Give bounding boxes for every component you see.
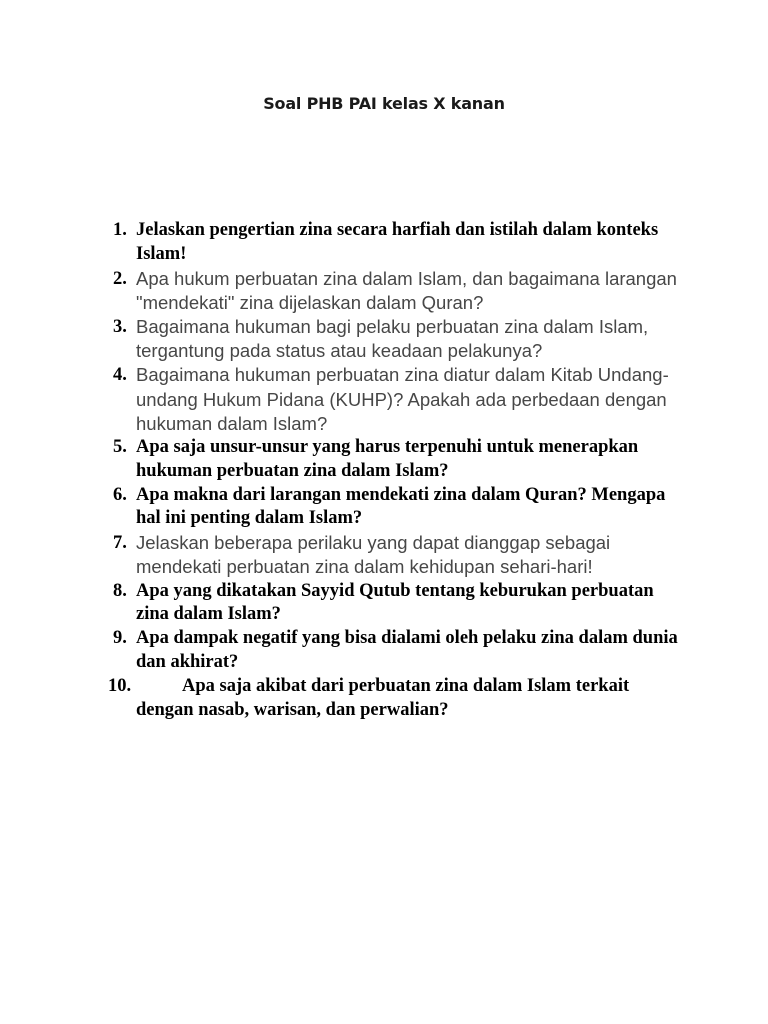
question-text: Apa dampak negatif yang bisa dialami oleh pelaku zina dalam dunia dan akhirat? xyxy=(136,628,678,672)
question-number: 8. xyxy=(113,580,127,601)
question-number: 5. xyxy=(113,437,127,458)
question-item-4 xyxy=(108,363,688,436)
question-text: Apa makna dari larangan mendekati zina dalam Quran? Mengapa hal ini penting dalam Islam? xyxy=(136,484,666,529)
question-item-2 xyxy=(108,267,688,315)
question-item-1 xyxy=(108,219,688,267)
question-item-7 xyxy=(108,531,688,579)
question-list xyxy=(108,219,688,722)
question-text: Apa saja akibat dari perbuatan zina dalam Islam terkait dengan nasab, warisan, dan perwalian? xyxy=(136,675,630,720)
document-title: Soal PHB PAI kelas X kanan xyxy=(263,94,505,113)
question-item-9 xyxy=(108,627,688,675)
question-item-6 xyxy=(108,484,688,532)
question-number: 2. xyxy=(113,268,127,289)
question-text: Apa yang dikatakan Sayyid Qutub tentang keburukan perbuatan zina dalam Islam? xyxy=(136,580,654,625)
question-text: Apa hukum perbuatan zina dalam Islam, dan bagaimana larangan "mendekati" zina dijelaskan dalam Quran? xyxy=(136,267,677,313)
question-number: 1. xyxy=(113,220,127,240)
question-item-8 xyxy=(108,580,688,628)
question-text: Jelaskan beberapa perilaku yang dapat dianggap sebagai mendekati perbuatan zina dalam kehidupan sehari-hari! xyxy=(136,532,611,578)
question-number: 4. xyxy=(113,365,127,386)
question-item-3 xyxy=(108,315,688,363)
question-text: Bagaimana hukuman bagi pelaku perbuatan zina dalam Islam, tergantung pada status atau keadaan pelakunya? xyxy=(136,316,649,362)
question-number: 6. xyxy=(113,484,127,505)
question-number: 10. xyxy=(108,675,132,696)
question-item-5 xyxy=(108,436,688,484)
question-number: 7. xyxy=(113,533,127,554)
question-number: 9. xyxy=(113,628,127,649)
question-number: 3. xyxy=(113,317,127,337)
question-text: Apa saja unsur-unsur yang harus terpenuhi untuk menerapkan hukuman perbuatan zina dalam Islam? xyxy=(136,437,639,481)
question-text: Jelaskan pengertian zina secara harfiah dan istilah dalam konteks Islam! xyxy=(136,220,659,264)
question-item-10 xyxy=(108,675,688,723)
question-text: Bagaimana hukuman perbuatan zina diatur dalam Kitab Undang-undang Hukum Pidana (KUHP)? Apakah ada perbedaan dengan hukuman dalam Islam? xyxy=(136,364,669,434)
